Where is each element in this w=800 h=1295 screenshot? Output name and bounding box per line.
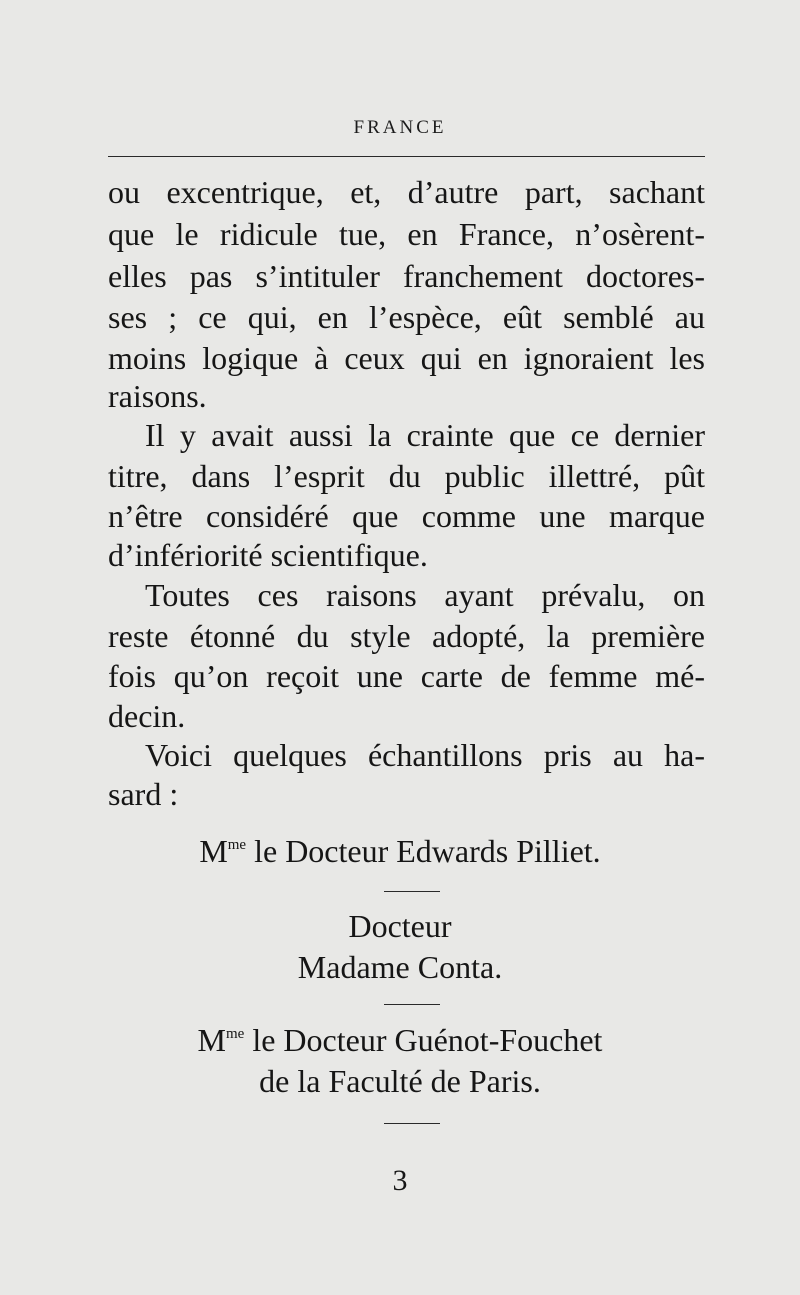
header-rule xyxy=(108,156,705,157)
running-head: FRANCE xyxy=(353,117,447,138)
body-line: reste étonné du style adopté, la première xyxy=(108,618,705,654)
page-number: 3 xyxy=(392,1164,408,1197)
card-sample-2-line-1: Docteur xyxy=(348,908,452,944)
card-prefix-superscript: me xyxy=(226,1026,245,1042)
body-line: sard : xyxy=(108,776,179,812)
body-line: moins logique à ceux qui en ignoraient les xyxy=(108,340,705,376)
card-sample-3-line-1 xyxy=(0,1020,800,1060)
card-sample-1 xyxy=(0,831,800,871)
body-line: titre, dans l’esprit du public illettré, pût xyxy=(108,458,705,494)
separator-rule xyxy=(384,1004,440,1005)
card-sample-2-line-2: Madame Conta. xyxy=(297,949,503,985)
body-line: elles pas s’intituler franchement doctores- xyxy=(108,258,705,294)
paragraph-first-line: Voici quelques échantillons pris au ha- xyxy=(145,737,705,773)
body-line: ses ; ce qui, en l’espèce, eût semblé au xyxy=(108,299,705,335)
card-sample-3-line-2: de la Faculté de Paris. xyxy=(259,1063,541,1099)
body-line: decin. xyxy=(108,698,186,734)
separator-rule xyxy=(384,1123,440,1124)
card-prefix: M xyxy=(199,833,228,869)
body-line: ou excentrique, et, d’autre part, sachant xyxy=(108,174,705,210)
separator-rule xyxy=(384,891,440,892)
body-line: raisons. xyxy=(108,378,207,414)
body-line: que le ridicule tue, en France, n’osèrent- xyxy=(108,216,705,252)
body-line: d’infériorité scientifique. xyxy=(108,537,428,573)
body-line: n’être considéré que comme une marque xyxy=(108,498,705,534)
card-prefix-superscript: me xyxy=(227,837,247,853)
body-line: fois qu’on reçoit une carte de femme mé- xyxy=(108,658,705,694)
paragraph-first-line: Il y avait aussi la crainte que ce dernier xyxy=(145,417,705,453)
paragraph-first-line: Toutes ces raisons ayant prévalu, on xyxy=(145,577,705,613)
card-prefix: M xyxy=(197,1022,226,1058)
card-name-line: le Docteur Guénot-Fouchet xyxy=(252,1022,603,1058)
card-name-line: le Docteur Edwards Pilliet. xyxy=(254,833,601,869)
